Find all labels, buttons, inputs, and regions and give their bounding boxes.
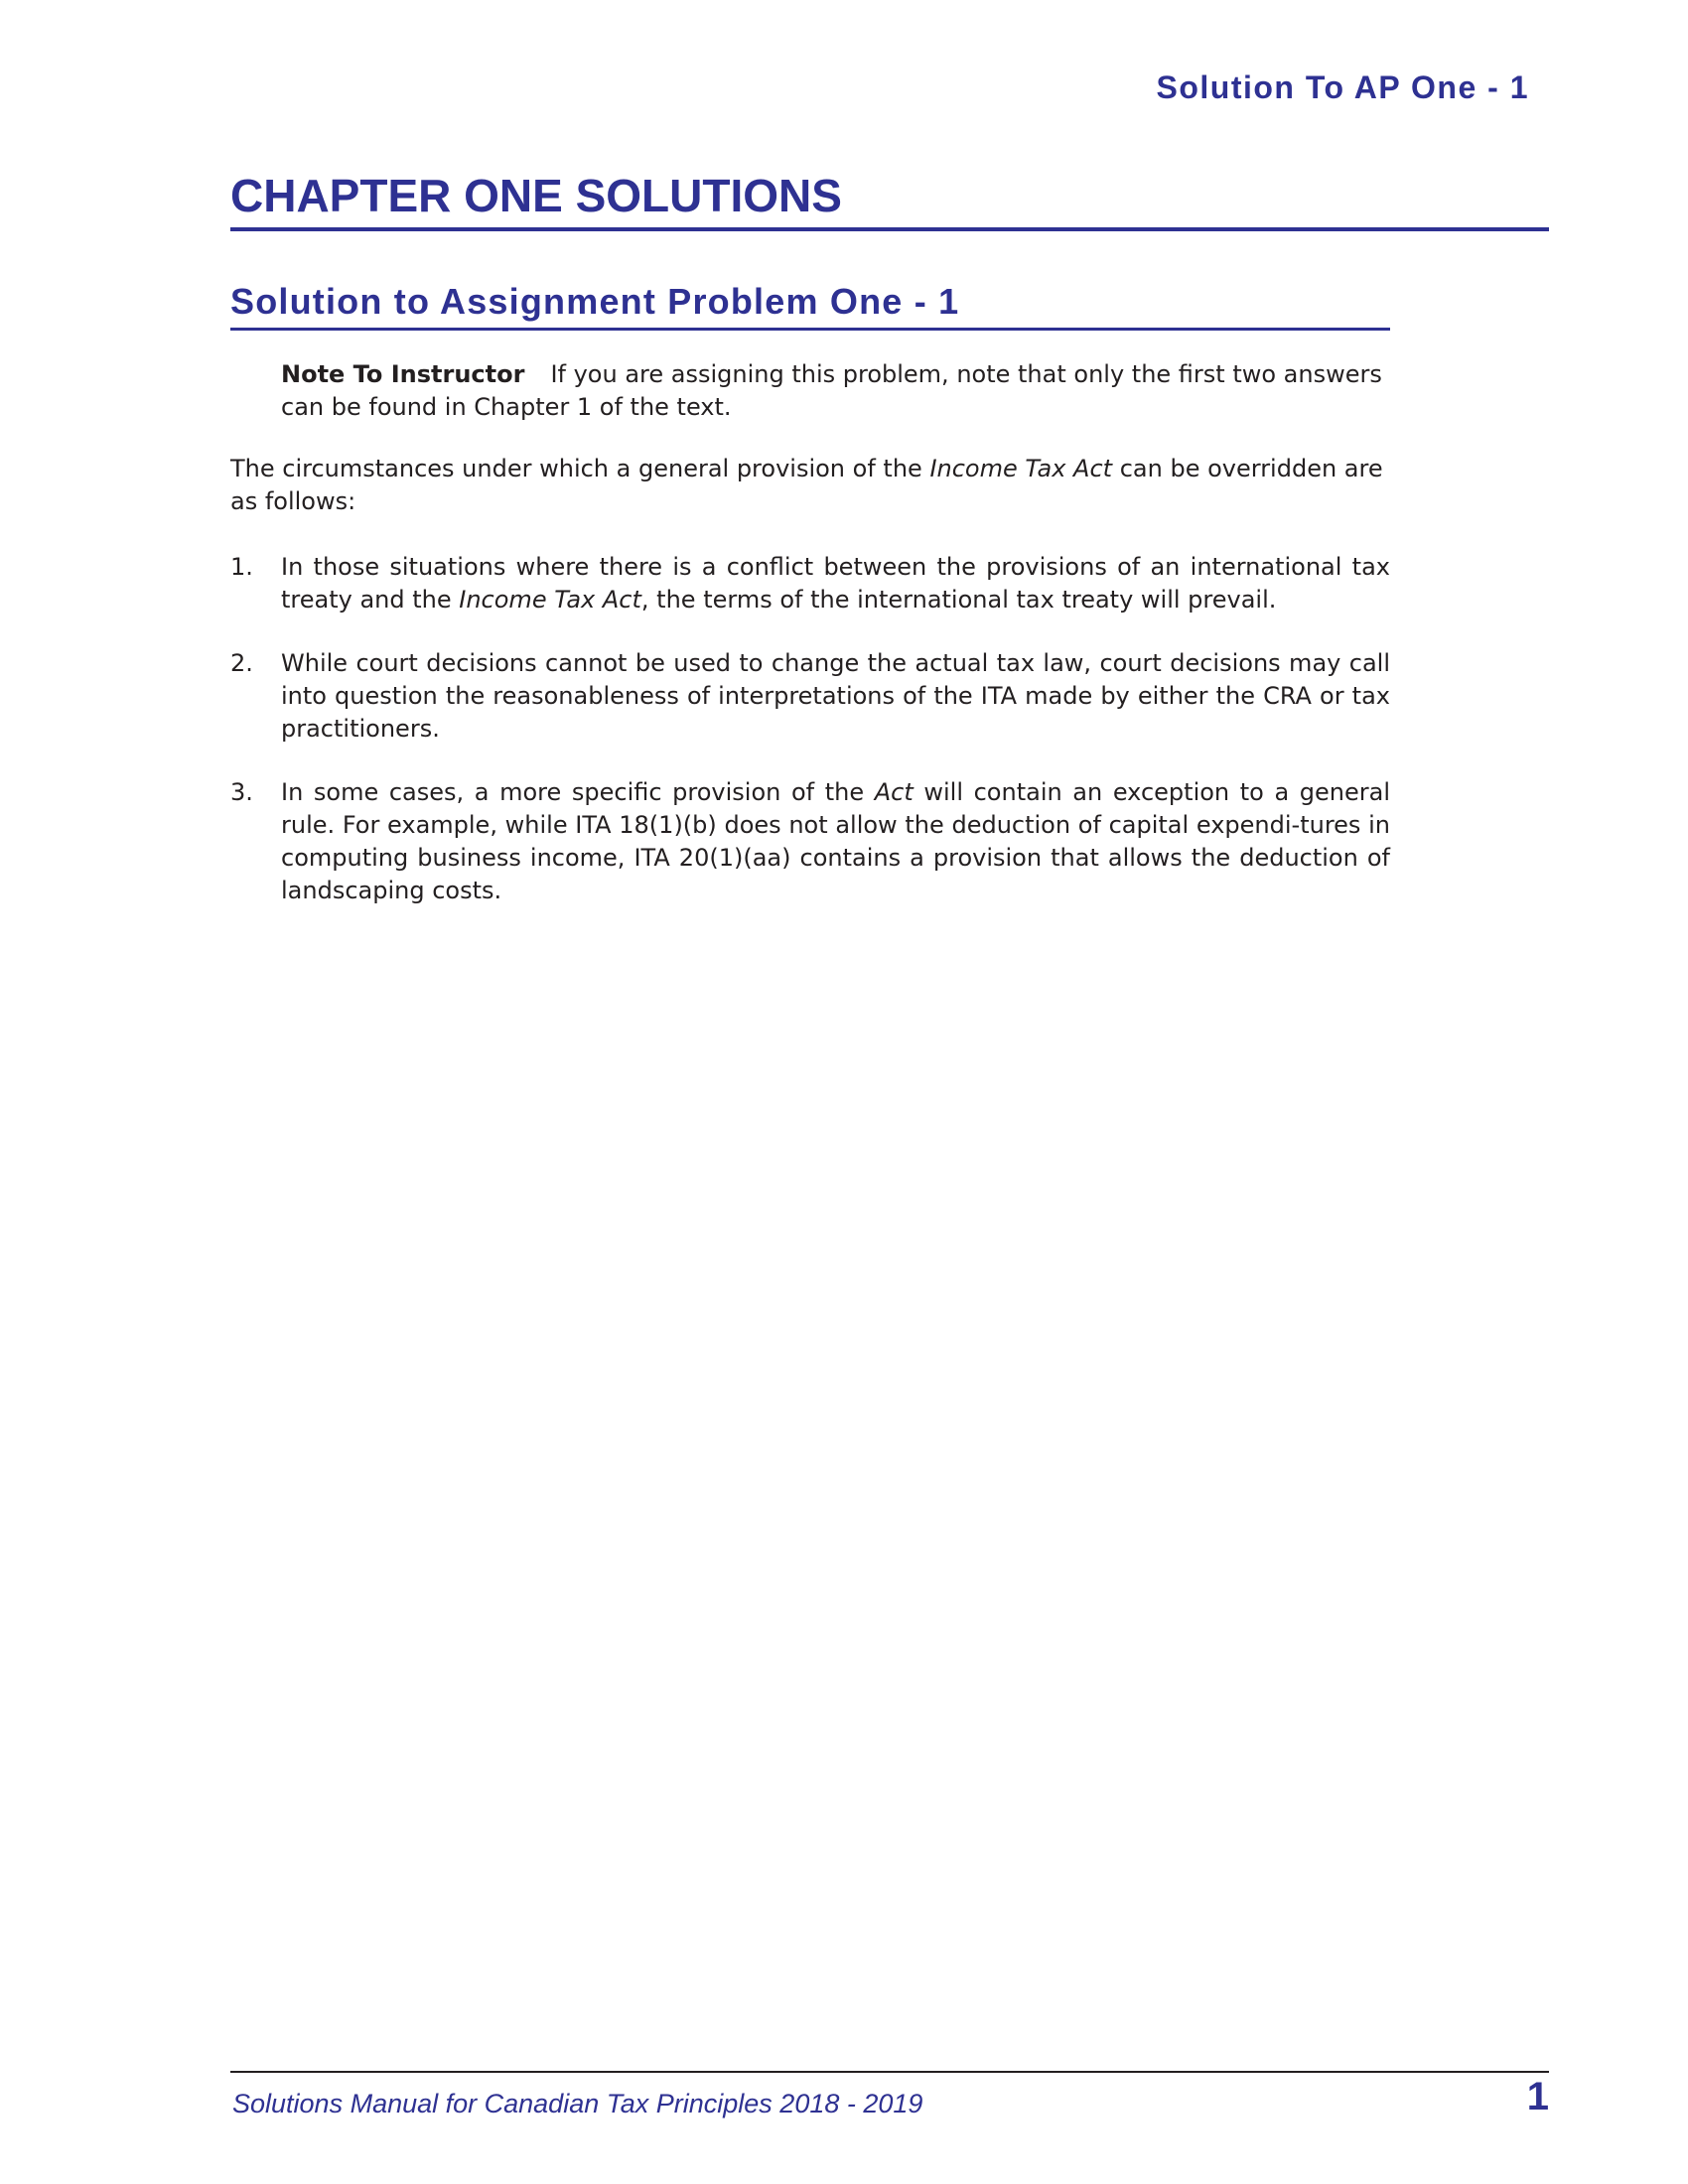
- list-item-act-title: Income Tax Act: [459, 586, 641, 614]
- intro-paragraph: [230, 453, 1390, 518]
- note-text: If you are assigning this problem, note that only the first two answers can be found in Chapter 1 of the text.: [281, 360, 1382, 421]
- note-label: Note To Instructor: [281, 360, 525, 388]
- list-item-number: 2.: [230, 649, 253, 677]
- list-item-number: 1.: [230, 553, 253, 581]
- list-item: [230, 551, 1390, 616]
- intro-text-start: The circumstances under which a general provision of the: [230, 455, 930, 482]
- instructor-note: [281, 358, 1390, 424]
- footer-title: Solutions Manual for Canadian Tax Principles 2018 - 2019: [232, 2089, 923, 2118]
- footer-divider: [230, 2071, 1549, 2073]
- circumstances-list: [230, 551, 1390, 938]
- page-number: 1: [1526, 2075, 1549, 2118]
- list-item: [230, 647, 1390, 746]
- list-item-number: 3.: [230, 778, 253, 806]
- running-head: Solution To AP One - 1: [1156, 69, 1529, 105]
- list-item-text-end: , the terms of the international tax treaty will prevail.: [640, 586, 1277, 614]
- chapter-title: CHAPTER ONE SOLUTIONS: [230, 171, 1549, 231]
- list-item-text-end: will contain an exception to a general rule. For example, while ITA 18(1)(b) does not allow the deduction of capital expendi-tures in computing business income, ITA 20(1)(aa) contains a provision that allows the deduction of landscaping costs.: [281, 778, 1390, 904]
- section-title: Solution to Assignment Problem One - 1: [230, 282, 1390, 331]
- list-item-act-title: Act: [874, 778, 914, 806]
- list-item-text-start: In those situations where there is a conflict between the provisions of an international tax treaty and the: [281, 553, 1390, 614]
- list-item-text-start: In some cases, a more specific provision of the: [281, 778, 875, 806]
- intro-act-title: Income Tax Act: [929, 455, 1113, 482]
- list-item: [230, 776, 1390, 907]
- list-item-text: While court decisions cannot be used to change the actual tax law, court decisions may call into question the reasonableness of interpretations of the ITA made by either the CRA or tax practitioners.: [281, 649, 1390, 743]
- intro-text-end: can be overridden are as follows:: [230, 455, 1383, 515]
